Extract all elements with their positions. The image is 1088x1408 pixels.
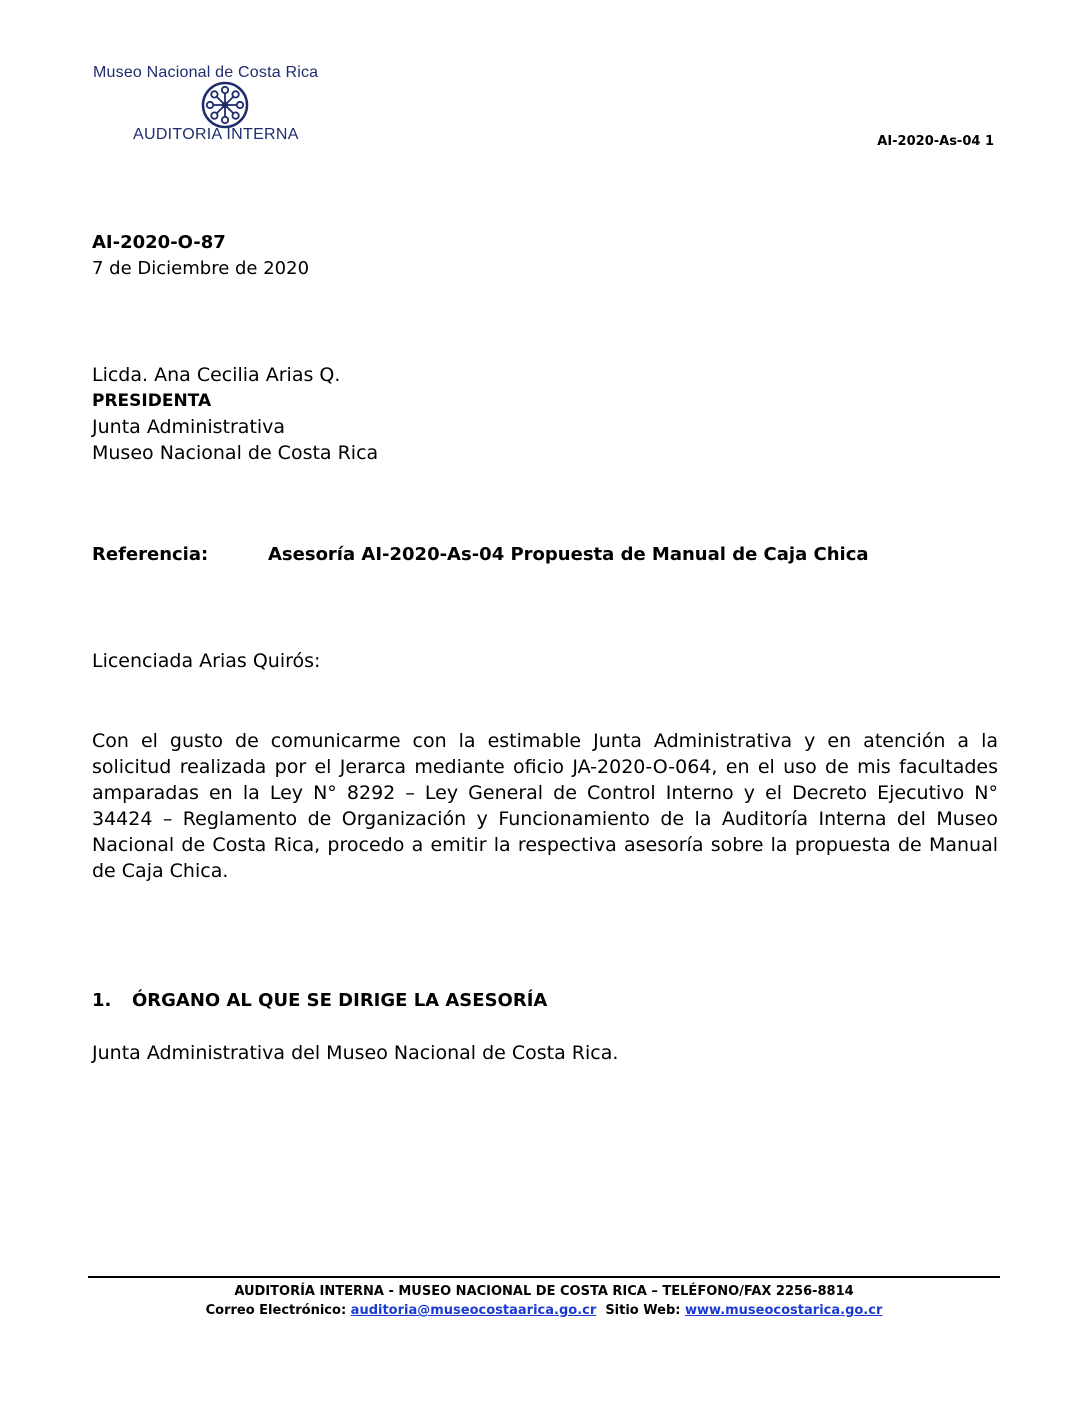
recipient-organization: Museo Nacional de Costa Rica: [92, 442, 379, 464]
section-number: 1.: [92, 990, 112, 1011]
salutation: Licenciada Arias Quirós:: [92, 650, 321, 672]
recipient-body: Junta Administrativa: [92, 416, 286, 438]
reference-label: Referencia:: [92, 544, 209, 565]
footer-website-link[interactable]: www.museocostarica.go.cr: [685, 1303, 883, 1318]
section-title: ÓRGANO AL QUE SE DIRIGE LA ASESORÍA: [132, 990, 548, 1011]
department-name: AUDITORIA INTERNA: [133, 126, 299, 143]
reference-line: [92, 544, 869, 565]
letter-reference-code: AI-2020-O-87: [92, 232, 226, 253]
footer-email-label: Correo Electrónico:: [205, 1303, 347, 1318]
footer-web-label: Sitio Web:: [605, 1303, 681, 1318]
section-content: Junta Administrativa del Museo Nacional de Costa Rica.: [92, 1042, 619, 1064]
section-heading: [92, 990, 547, 1011]
recipient-block: [92, 362, 378, 466]
footer-links-line: [88, 1303, 1000, 1318]
recipient-title: PRESIDENTA: [92, 391, 212, 411]
letter-date: 7 de Diciembre de 2020: [92, 258, 310, 279]
letter-body-paragraph: Con el gusto de comunicarme con la estimable Junta Administrativa y en atención a la solicitud realizada por el Jerarca mediante oficio JA-2020-O-064, en el uso de mis facultades amparadas en la Ley N° 8292 – Ley General de Control Interno y el Decreto Ejecutivo N° 34424 – Reglamento de Organización y Funcionamiento de la Auditoría Interna del Museo Nacional de Costa Rica, procedo a emitir la respectiva asesoría sobre la propuesta de Manual de Caja Chica.: [92, 730, 998, 882]
footer-contact-line: AUDITORÍA INTERNA - MUSEO NACIONAL DE COSTA RICA – TELÉFONO/FAX 2256-8814: [234, 1284, 854, 1299]
document-code: AI-2020-As-04 1: [877, 134, 994, 149]
footer-email-link[interactable]: auditoria@museocostaarica.go.cr: [350, 1303, 597, 1318]
recipient-name: Licda. Ana Cecilia Arias Q.: [92, 364, 341, 386]
institution-name: Museo Nacional de Costa Rica: [93, 64, 319, 81]
museum-emblem-icon: [200, 80, 250, 130]
reference-subject: Asesoría AI-2020-As-04 Propuesta de Manual de Caja Chica: [268, 544, 869, 565]
footer-divider: [88, 1276, 1000, 1278]
